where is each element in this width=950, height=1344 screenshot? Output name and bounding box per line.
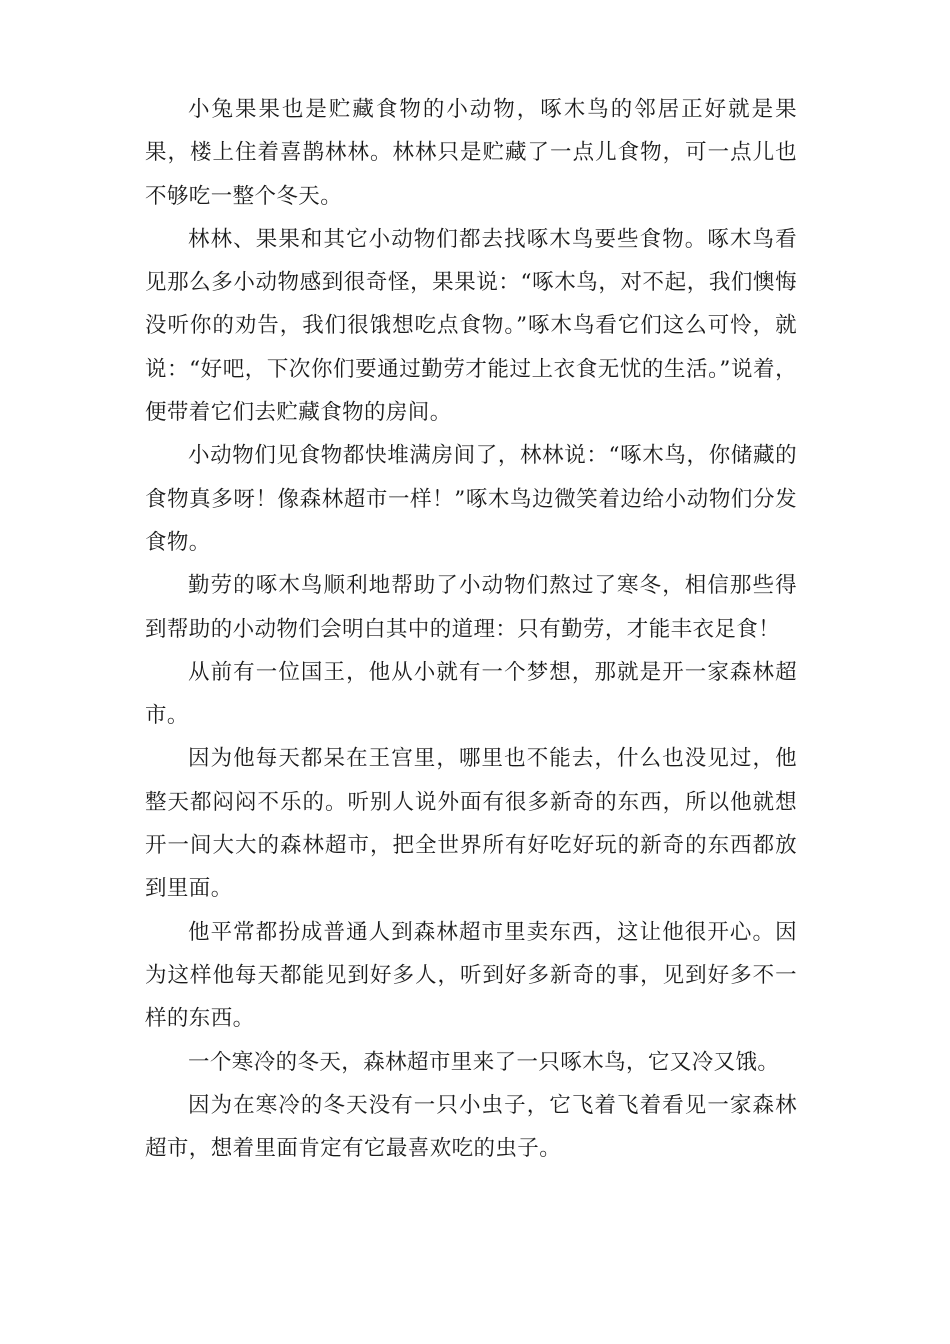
- paragraph-2: 林林、果果和其它小动物们都去找啄木鸟要些食物。啄木鸟看见那么多小动物感到很奇怪，果果说：“啄木鸟，对不起，我们懊悔没听你的劝告，我们很饿想吃点食物。”啄木鸟看它们这么可怜，就说：“好吧，下次你们要通过勤劳才能过上衣食无忧的生活。”说着，便带着它们去贮藏食物的房间。: [145, 226, 797, 426]
- paragraph-9: 因为在寒冷的冬天没有一只小虫子，它飞着飞着看见一家森林超市，想着里面肯定有它最喜欢吃的虫子。: [145, 1092, 797, 1162]
- paragraph-7: 他平常都扮成普通人到森林超市里卖东西，这让他很开心。因为这样他每天都能见到好多人，听到好多新奇的事，见到好多不一样的东西。: [145, 919, 797, 1032]
- paragraph-8: 一个寒冷的冬天，森林超市里来了一只啄木鸟，它又冷又饿。: [188, 1049, 780, 1075]
- paragraph-6: 因为他每天都呆在王宫里，哪里也不能去，什么也没见过，他整天都闷闷不乐的。听别人说外面有很多新奇的东西，所以他就想开一间大大的森林超市，把全世界所有好吃好玩的新奇的东西都放到里面。: [145, 746, 797, 902]
- paragraph-4: 勤劳的啄木鸟顺利地帮助了小动物们熬过了寒冬，相信那些得到帮助的小动物们会明白其中的道理：只有勤劳，才能丰衣足食！: [145, 573, 797, 642]
- paragraph-1: 小兔果果也是贮藏食物的小动物，啄木鸟的邻居正好就是果果，楼上住着喜鹊林林。林林只是贮藏了一点儿食物，可一点儿也不够吃一整个冬天。: [145, 97, 797, 209]
- story-text: [145, 88, 797, 1170]
- paragraph-3: 小动物们见食物都快堆满房间了，林林说：“啄木鸟，你储藏的食物真多呀！像森林超市一样！”啄木鸟边微笑着边给小动物们分发食物。: [145, 443, 797, 555]
- paragraph-5: 从前有一位国王，他从小就有一个梦想，那就是开一家森林超市。: [145, 659, 797, 729]
